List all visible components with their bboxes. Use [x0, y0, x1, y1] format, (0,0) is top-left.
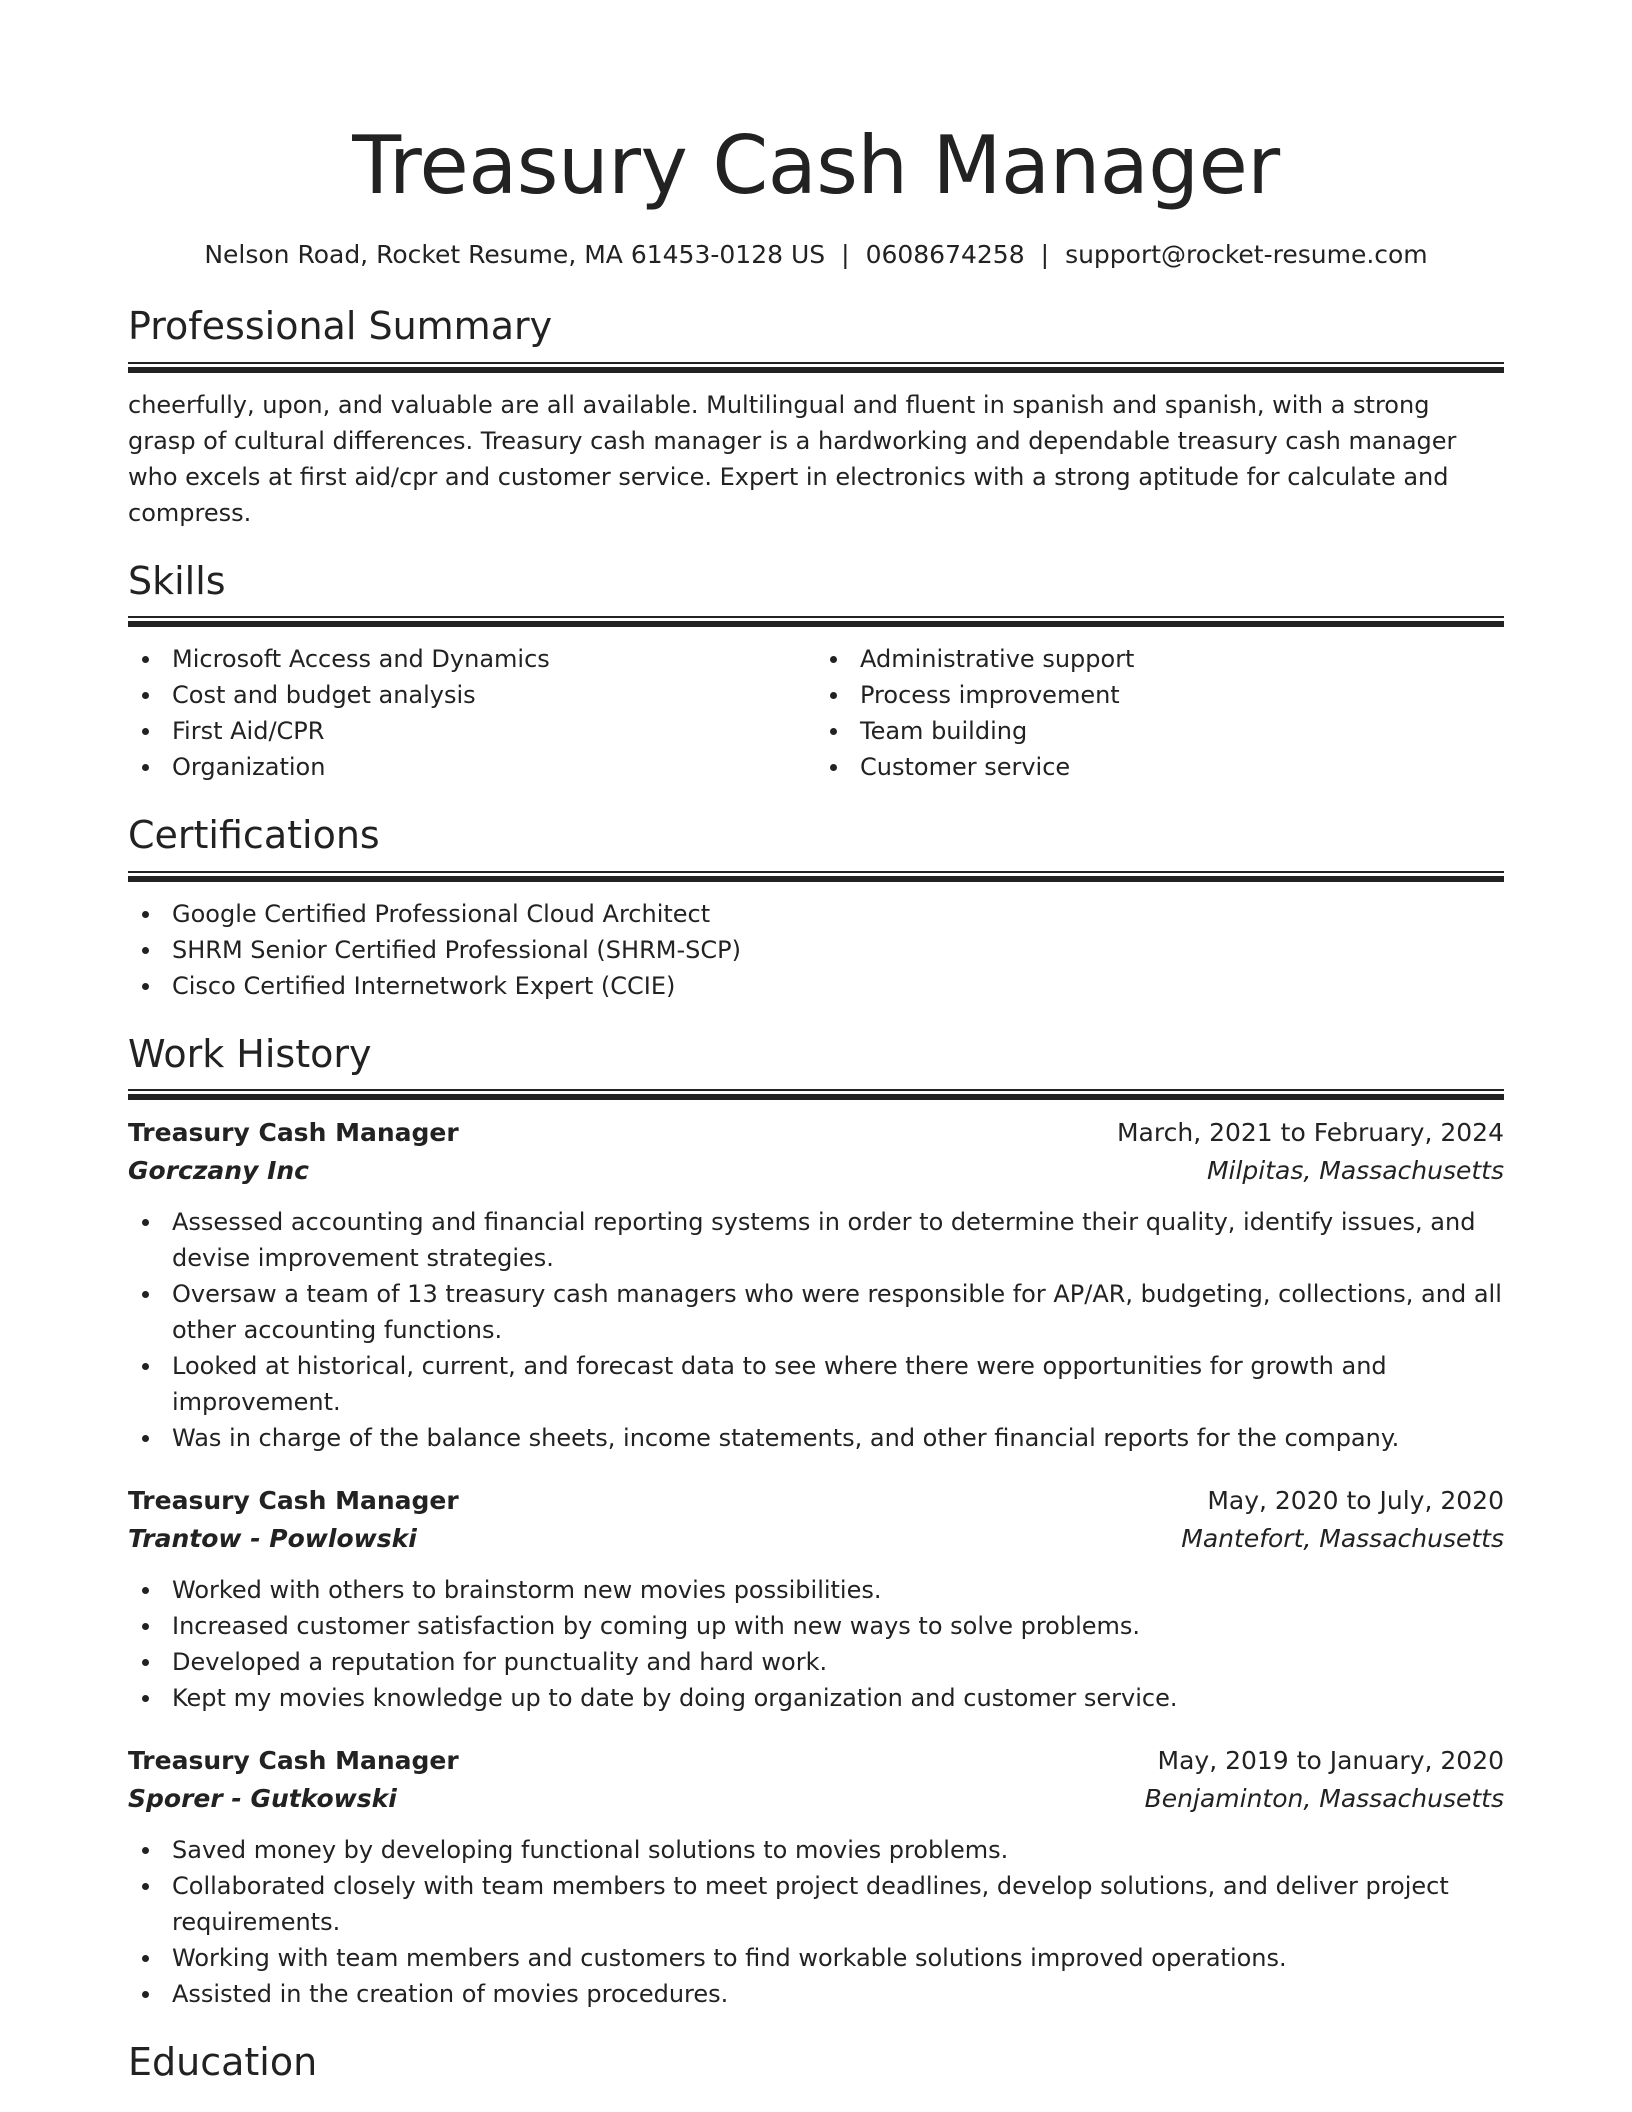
job-company: Trantow - Powlowski: [128, 1524, 417, 1554]
job-duty-item: Increased customer satisfaction by coming up with new ways to solve problems.: [128, 1608, 1504, 1644]
skill-item: Organization: [128, 749, 816, 785]
job-duty-item: Saved money by developing functional solutions to movies problems.: [128, 1832, 1504, 1868]
job-subheader-row: [128, 1520, 1504, 1558]
job-company: Gorczany Inc: [128, 1156, 309, 1186]
job-location: Mantefort, Massachusetts: [1181, 1524, 1504, 1554]
skill-item: Cost and budget analysis: [128, 677, 816, 713]
job-subheader-row: [128, 1780, 1504, 1818]
job-title: Treasury Cash Manager: [128, 1486, 459, 1516]
job-subheader-row: [128, 1152, 1504, 1190]
skill-item: First Aid/CPR: [128, 713, 816, 749]
contact-separator: |: [841, 240, 850, 269]
section-title-work-history: Work History: [128, 1031, 372, 1076]
section-divider: [128, 616, 1504, 627]
summary-text: cheerfully, upon, and valuable are all available. Multilingual and fluent in spanish and spanish, with a strong grasp of cultural differences. Treasury cash manager is a hardworking and dependable treasury cash manager who excels at first aid/cpr and customer service. Expert in electronics with a strong aptitude for calculate and compress.: [128, 390, 1457, 527]
job-duty-item: Assessed accounting and financial reporting systems in order to determine their quality, identify issues, and devise improvement strategies.: [128, 1204, 1504, 1276]
skills-section: [128, 559, 1504, 786]
job-company: Sporer - Gutkowski: [128, 1784, 397, 1814]
skill-item: Process improvement: [816, 677, 1504, 713]
job-duty-item: Was in charge of the balance sheets, income statements, and other financial reports for the company.: [128, 1420, 1504, 1456]
contact-line: [128, 240, 1504, 270]
section-title-education: Education: [128, 2040, 318, 2085]
skill-item: Microsoft Access and Dynamics: [128, 641, 816, 677]
section-title-certifications: Certifications: [128, 813, 380, 858]
job-duty-item: Kept my movies knowledge up to date by doing organization and customer service.: [128, 1680, 1504, 1716]
certification-item: Google Certified Professional Cloud Architect: [128, 896, 1504, 932]
skills-column-right: [816, 641, 1504, 785]
job-duty-item: Looked at historical, current, and forecast data to see where there were opportunities for growth and improvement.: [128, 1348, 1504, 1420]
contact-email: support@rocket-resume.com: [1065, 240, 1428, 269]
skills-list-left: [128, 641, 816, 785]
job-duties-list: [128, 1572, 1504, 1716]
certification-item: Cisco Certified Internetwork Expert (CCIE): [128, 968, 1504, 1004]
job-dates: March, 2021 to February, 2024: [1116, 1118, 1504, 1148]
education-section: [128, 2040, 1504, 2086]
job-duty-item: Collaborated closely with team members to meet project deadlines, develop solutions, and deliver project requirements.: [128, 1868, 1504, 1940]
job-entry: [128, 1742, 1504, 2012]
job-duty-item: Worked with others to brainstorm new movies possibilities.: [128, 1572, 1504, 1608]
job-dates: May, 2019 to January, 2020: [1157, 1746, 1504, 1776]
work-history-section: [128, 1032, 1504, 2013]
skill-item: Team building: [816, 713, 1504, 749]
job-header-row: [128, 1114, 1504, 1152]
certifications-list: [128, 896, 1504, 1004]
job-header-row: [128, 1482, 1504, 1520]
skills-column-left: [128, 641, 816, 785]
job-duty-item: Assisted in the creation of movies procedures.: [128, 1976, 1504, 2012]
certifications-section: [128, 813, 1504, 1004]
certification-item: SHRM Senior Certified Professional (SHRM-SCP): [128, 932, 1504, 968]
job-location: Milpitas, Massachusetts: [1206, 1156, 1504, 1186]
skills-grid: [128, 641, 1504, 785]
job-duty-item: Working with team members and customers to find workable solutions improved operations.: [128, 1940, 1504, 1976]
contact-separator: |: [1040, 240, 1050, 269]
job-title: Treasury Cash Manager: [128, 1746, 459, 1776]
job-duties-list: [128, 1204, 1504, 1456]
skills-list-right: [816, 641, 1504, 785]
section-divider: [128, 1089, 1504, 1100]
job-entry: [128, 1114, 1504, 1456]
section-title-skills: Skills: [128, 558, 226, 603]
section-divider: [128, 871, 1504, 882]
job-duty-item: Oversaw a team of 13 treasury cash managers who were responsible for AP/AR, budgeting, collections, and all other accounting functions.: [128, 1276, 1504, 1348]
skill-item: Customer service: [816, 749, 1504, 785]
job-title: Treasury Cash Manager: [128, 1118, 459, 1148]
resume-name: Treasury Cash Manager: [352, 119, 1280, 212]
summary-section: [128, 304, 1504, 531]
job-duties-list: [128, 1832, 1504, 2012]
contact-phone: 0608674258: [865, 240, 1025, 269]
section-divider: [128, 362, 1504, 373]
job-dates: May, 2020 to July, 2020: [1207, 1486, 1504, 1516]
section-title-summary: Professional Summary: [128, 304, 553, 348]
job-header-row: [128, 1742, 1504, 1780]
job-location: Benjaminton, Massachusetts: [1144, 1784, 1504, 1814]
skill-item: Administrative support: [816, 641, 1504, 677]
contact-address: Nelson Road, Rocket Resume, MA 61453-0128 US: [204, 240, 826, 269]
job-entry: [128, 1482, 1504, 1716]
job-duty-item: Developed a reputation for punctuality and hard work.: [128, 1644, 1504, 1680]
